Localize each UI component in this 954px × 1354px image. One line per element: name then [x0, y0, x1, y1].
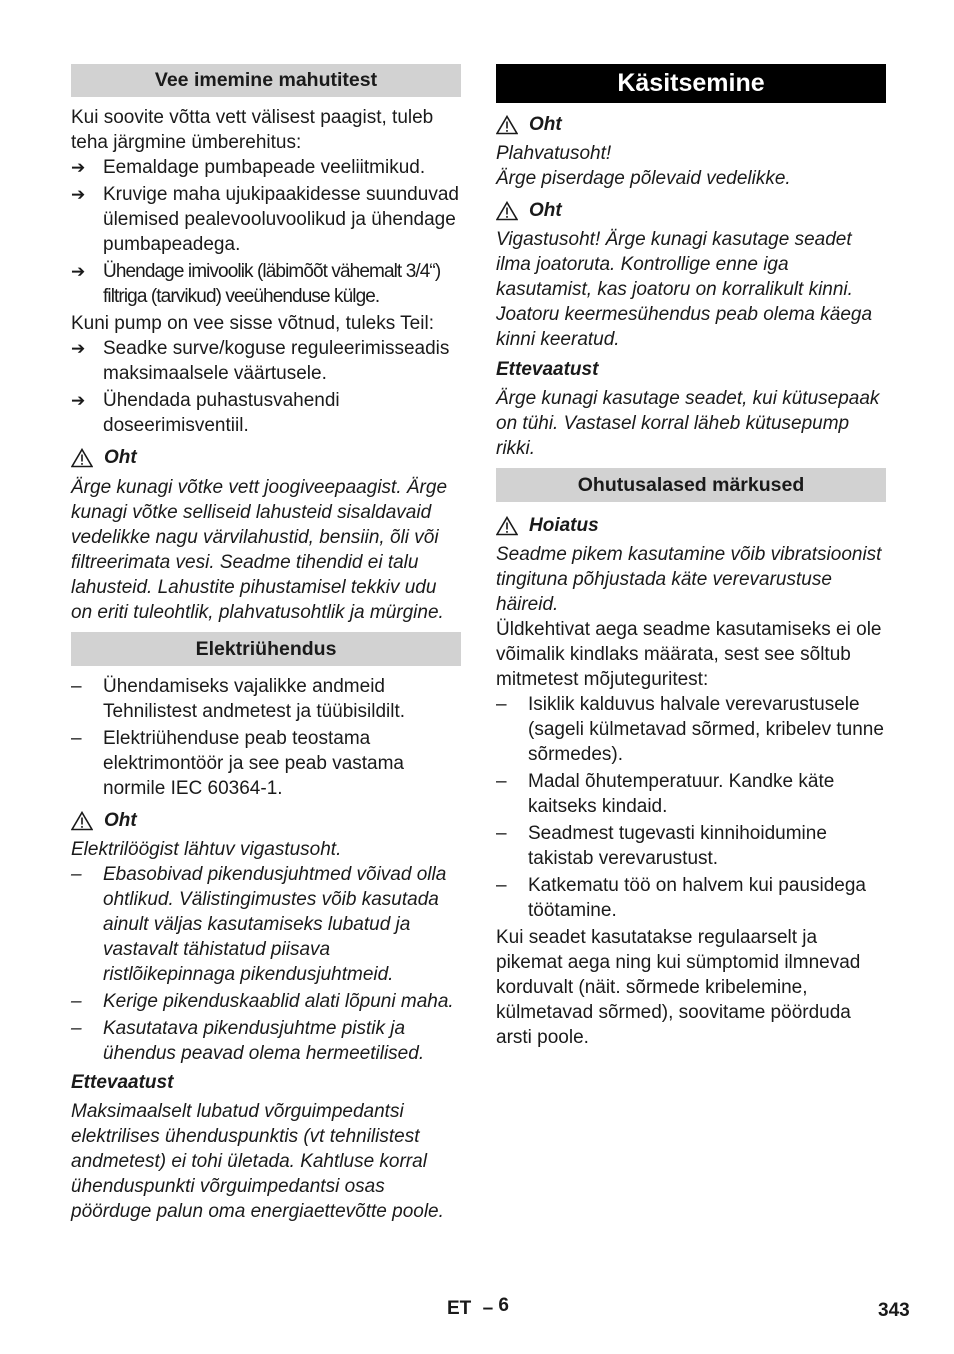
warning-triangle-icon [71, 811, 93, 831]
dash-marker: – [71, 1018, 82, 1039]
warning-text: Plahvatusoht! [496, 143, 612, 164]
caution-heading: Ettevaatust [71, 1072, 174, 1093]
list-item: – Ühendamiseks vajalikke andmeid Tehnilistest andmetest ja tüübisildilt. [71, 676, 406, 722]
dash-marker: – [71, 728, 82, 749]
warning-text: Elektrilöögist lähtuv vigastusoht. [71, 839, 342, 860]
list-item: ➔ Kruvige maha ujukipaakidesse suunduvad ülemised pealevooluvoolikud ja ühendage pumbapeadega. [71, 184, 459, 255]
steps-list [71, 155, 461, 309]
dash-marker: – [71, 676, 82, 697]
arrow-right-icon: ➔ [71, 262, 86, 281]
caution-heading: Ettevaatust [496, 359, 599, 380]
section-title-safety: Ohutusalased märkused [496, 468, 886, 502]
list-item: – Elektriühenduse peab teostama elektrimontöör ja see peab vastama normile IEC 60364-1. [71, 728, 404, 799]
warning-triangle-icon [496, 201, 518, 221]
list-item: – Kerige pikenduskaablid alati lõpuni maha. [71, 991, 454, 1012]
body-text: Üldkehtivat aega seadme kasutamiseks ei ole võimalik kindlaks määrata, sest see sõltub mitmetest mõjuteguritest: [496, 619, 882, 690]
closing-text: Kui seadet kasutatakse regulaarselt ja pikemat aega ning kui sümptomid ilmnevad korduvalt (näit. sõrmede kribelemine, külmetavad sõrmed), soovitame pöörduda arsti poole. [496, 927, 861, 1048]
list-item: – Ebasobivad pikendusjuhtmed võivad olla ohtlikud. Välistingimustes võib kasutada ainult väljas kasutamiseks lubatud ja vastavalt tähistatud piisava ristlõikepinnaga pikendusjuhtmeid. [71, 864, 447, 985]
list-item: ➔ Ühendada puhastusvahendi doseerimisventiil. [71, 390, 340, 436]
warning-list [71, 862, 461, 1066]
factors-list [496, 692, 886, 923]
intro-text: Kui soovite võtta vett välisest paagist, tuleb teha järgmine ümberehitus: [71, 107, 434, 153]
page-number: 343 [878, 1300, 910, 1321]
dash-marker: – [496, 694, 507, 715]
page-title: Käsitsemine [496, 64, 886, 103]
dash-marker: – [496, 823, 507, 844]
list-item: ➔ Eemaldage pumbapeade veeliitmikud. [71, 157, 426, 178]
mid-text: Kuni pump on vee sisse võtnud, tuleks Teil: [71, 313, 434, 334]
arrow-right-icon: ➔ [71, 158, 86, 177]
dash-marker: – [496, 771, 507, 792]
section-title-water-intake: Vee imemine mahutitest [71, 64, 461, 97]
warning-text: Ärge kunagi võtke vett joogiveepaagist. Ärge kunagi võtke selliseid lahusteid sisaldavaid vedelikke nagu värvilahustid, bensiin, õli või filtreerimata vesi. Seadme tihendid ei talu lahusteid. Lahustite pihustamisel tekkiv udu on eriti tuleohtlik, plahvatusohtlik ja mürgine. [71, 477, 448, 623]
left-column [71, 64, 461, 1224]
warning-text: Vigastusoht! Ärge kunagi kasutage seadet ilma joatoruta. Kontrollige enne iga kasutamist, kas joatoru on korralikult kinni. Joatoru keermesühendus peab olema käega kinni keeratud. [496, 229, 873, 350]
right-column [496, 64, 886, 1050]
caution-text: Ärge kunagi kasutage seadet, kui kütusepaak on tühi. Vastasel korral läheb kütusepump rikki. [496, 388, 880, 459]
list-item: – Madal õhutemperatuur. Kandke käte kaitseks kindaid. [496, 771, 835, 817]
electrical-list [71, 674, 461, 801]
notice-text: Seadme pikem kasutamine võib vibratsioonist tingituna põhjustada käte verevarustuse häireid. [496, 544, 882, 615]
dash-marker: – [71, 991, 82, 1012]
dash-marker: – [496, 875, 507, 896]
warning-triangle-icon [71, 448, 93, 468]
list-item: – Kasutatava pikendusjuhtme pistik ja ühendus peavad olema hermeetilised. [71, 1018, 425, 1064]
arrow-right-icon: ➔ [71, 185, 86, 204]
list-item: ➔ Ühendage imivoolik (läbimõõt vähemalt 3/4“) filtriga (tarvikud) veeühenduse külge. [71, 261, 441, 307]
warning-triangle-icon [496, 115, 518, 135]
arrow-right-icon: ➔ [71, 339, 86, 358]
steps-list-2 [71, 336, 461, 438]
footer-page-label: ET – 6 [447, 1295, 509, 1319]
warning-heading-electrical: Oht [71, 808, 461, 833]
warning-heading-injury: Oht [496, 198, 886, 223]
warning-heading-notice: Hoiatus [496, 513, 886, 538]
list-item: – Seadmest tugevasti kinnihoidumine takistab verevarustust. [496, 823, 827, 869]
warning-triangle-icon [496, 516, 518, 536]
warning-heading: Oht [71, 445, 461, 470]
arrow-right-icon: ➔ [71, 391, 86, 410]
warning-heading-explosion: Oht [496, 112, 886, 137]
section-title-electrical: Elektriühendus [71, 632, 461, 666]
warning-text: Ärge piserdage põlevaid vedelikke. [496, 168, 791, 189]
list-item: ➔ Seadke surve/koguse reguleerimisseadis maksimaalsele väärtusele. [71, 338, 450, 384]
dash-marker: – [71, 864, 82, 885]
list-item: – Isiklik kalduvus halvale verevarustusele (sageli külmetavad sõrmed, kribelev tunne sõrmedes). [496, 694, 884, 765]
caution-text: Maksimaalselt lubatud võrguimpedantsi elektrilises ühenduspunktis (vt tehnilistest andmetest) ei tohi ületada. Kahtluse korral ühenduspunkti võrguimpedantsi osas pöörduge palun oma energiaettevõtte poole. [71, 1101, 444, 1222]
list-item: – Katkematu töö on halvem kui pausidega töötamine. [496, 875, 866, 921]
